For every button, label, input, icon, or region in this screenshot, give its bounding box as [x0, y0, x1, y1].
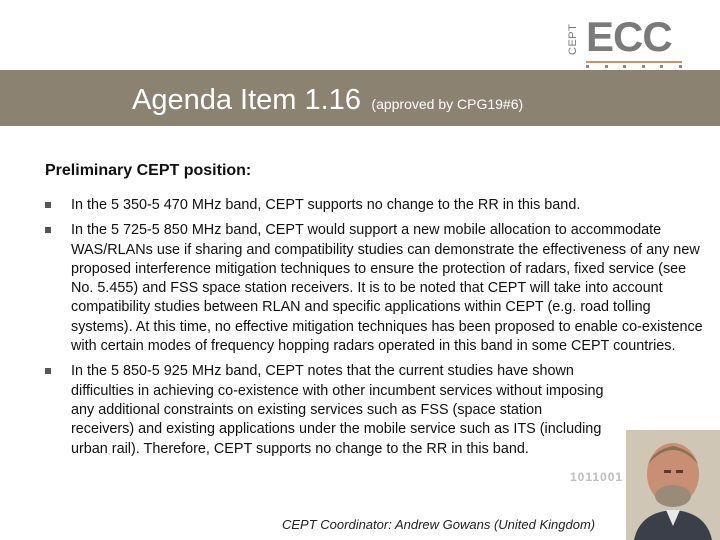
- list-item-text: In the 5 725-5 850 MHz band, CEPT would support a new mobile allocation to accommodate WAS/RLANs use if sharing and compatibility studies can demonstrate the effectiveness of any new proposed interference mitigation techniques to ensure the protection of radars, fixed service (see No. 5.455) and FSS space station receivers. It is to be noted that CEPT will take into account compatibility studies between RLAN and specific applications within CEPT (e.g. road tolling systems). At this time, no effective mitigation techniques has been proposed to enable co-existence with certain modes of frequency hopping radars operated in this band in some CEPT countries.: [71, 222, 703, 355]
- page-subtitle: (approved by CPG19#6): [371, 96, 524, 112]
- title-banner: [0, 70, 720, 126]
- bullet-square-icon: [45, 202, 51, 208]
- coordinator-caption: CEPT Coordinator: Andrew Gowans (United Kingdom): [282, 517, 596, 532]
- list-item: [45, 362, 705, 458]
- logo-dots: [586, 65, 682, 69]
- portrait-image: [626, 430, 720, 540]
- logo-rule: [586, 61, 682, 63]
- bullet-square-icon: [45, 227, 51, 233]
- page-title: Agenda Item 1.16: [132, 84, 361, 116]
- list-item: [45, 196, 705, 215]
- ecc-logo: [562, 14, 686, 70]
- list-item-text: In the 5 350-5 470 MHz band, CEPT supports no change to the RR in this band.: [71, 197, 581, 213]
- position-list: [45, 196, 705, 465]
- bullet-square-icon: [45, 368, 51, 374]
- logo-cept-text: CEPT: [567, 23, 579, 55]
- section-heading: Preliminary CEPT position:: [45, 162, 252, 179]
- logo-ecc-text: ECC: [586, 13, 672, 60]
- list-item-text: In the 5 850-5 925 MHz band, CEPT notes that the current studies have shown difficulties in achieving co-existence with other incumbent services without imposing any additional constraints on existing services such as FSS (space station receivers) and existing applications under the mobile service such as ITS (including urban rail). Therefore, CEPT supports no change to the RR in this band.: [71, 363, 604, 457]
- coordinator-photo: [626, 430, 720, 540]
- list-item: [45, 221, 705, 356]
- binary-decoration: 1011001: [570, 470, 624, 484]
- title-row: [132, 84, 692, 117]
